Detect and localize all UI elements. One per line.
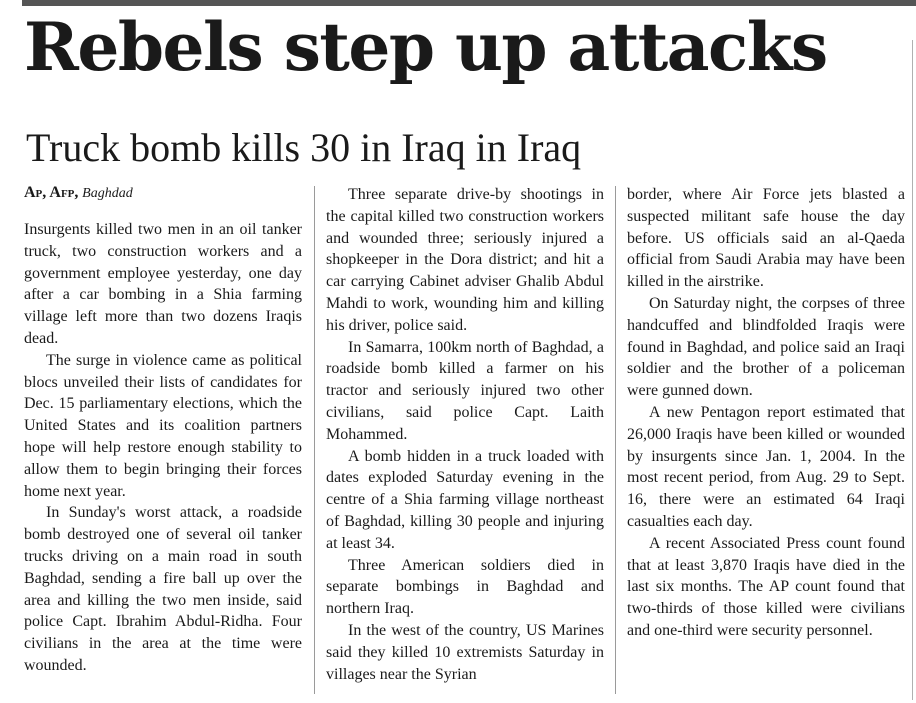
article-column-1 (24, 184, 302, 677)
paragraph: Insurgents killed two men in an oil tanker truck, two construction workers and a government employee yesterday, one day after a car bombing in a Shia farming village left more than two dozens Iraqis dead. (24, 221, 302, 347)
paragraph: The surge in violence came as political blocs unveiled their lists of candidates for Dec. 15 parliamentary elections, which the United States and its coalition partners hope will help restore enough stability to allow them to begin bringing their forces home next year. (24, 351, 302, 500)
column-divider (615, 186, 616, 694)
right-edge-rule (912, 40, 913, 700)
byline-location: Baghdad (82, 186, 133, 201)
byline (24, 184, 302, 203)
paragraph: Three American soldiers died in separate bombings in Baghdad and northern Iraq. (326, 556, 604, 618)
headline: Rebels step up attacks (24, 8, 827, 86)
paragraph: A recent Associated Press count found that at least 3,870 Iraqis have died in the last six months. The AP count found that two-thirds of those killed were civilians and one-third were security personnel. (627, 534, 905, 639)
paragraph: In the west of the country, US Marines said they killed 10 extremists Saturday in villages near the Syrian (326, 621, 604, 683)
article-column-2 (326, 184, 604, 685)
paragraph: border, where Air Force jets blasted a suspected militant safe house the day before. US officials said an al-Qaeda official from Saudi Arabia may have been killed in the airstrike. (627, 186, 905, 291)
paragraph: Three separate drive-by shootings in the capital killed two construction workers and wounded three; seriously injured a shopkeeper in the Dora district; and hit a car carrying Cabinet adviser Ghalib Abdul Mahdi to work, wounding him and killing his driver, police said. (326, 186, 604, 334)
paragraph: A new Pentagon report estimated that 26,000 Iraqis have been killed or wounded by insurgents since Jan. 1, 2004. In the most recent period, from Aug. 29 to Sept. 16, there were an estimated 64 Iraqi casualties each day. (627, 403, 905, 530)
paragraph: In Sunday's worst attack, a roadside bomb destroyed one of several oil tanker trucks driving on a main road in south Baghdad, sending a fire ball up over the area and killing the two men inside, said police Capt. Ibrahim Abdul-Ridha. Four civilians in the area at the time were wounded. (24, 504, 302, 674)
paragraph: A bomb hidden in a truck loaded with dates exploded Saturday evening in the centre of a Shia farming village northeast of Baghdad, killing 30 people and injuring at least 34. (326, 447, 604, 552)
column-divider (314, 186, 315, 694)
top-rule (22, 0, 916, 6)
paragraph: On Saturday night, the corpses of three handcuffed and blindfolded Iraqis were found in Baghdad, and police said an Iraqi soldier and the brother of a policeman were gunned down. (627, 294, 905, 400)
byline-agencies: Ap, Afp, (24, 184, 79, 201)
subheadline: Truck bomb kills 30 in Iraq in Iraq (26, 125, 582, 170)
article-column-3 (627, 184, 905, 642)
paragraph: In Samarra, 100km north of Baghdad, a roadside bomb killed a farmer on his tractor and seriously injured two other civilians, said police Capt. Laith Mohammed. (326, 338, 604, 443)
